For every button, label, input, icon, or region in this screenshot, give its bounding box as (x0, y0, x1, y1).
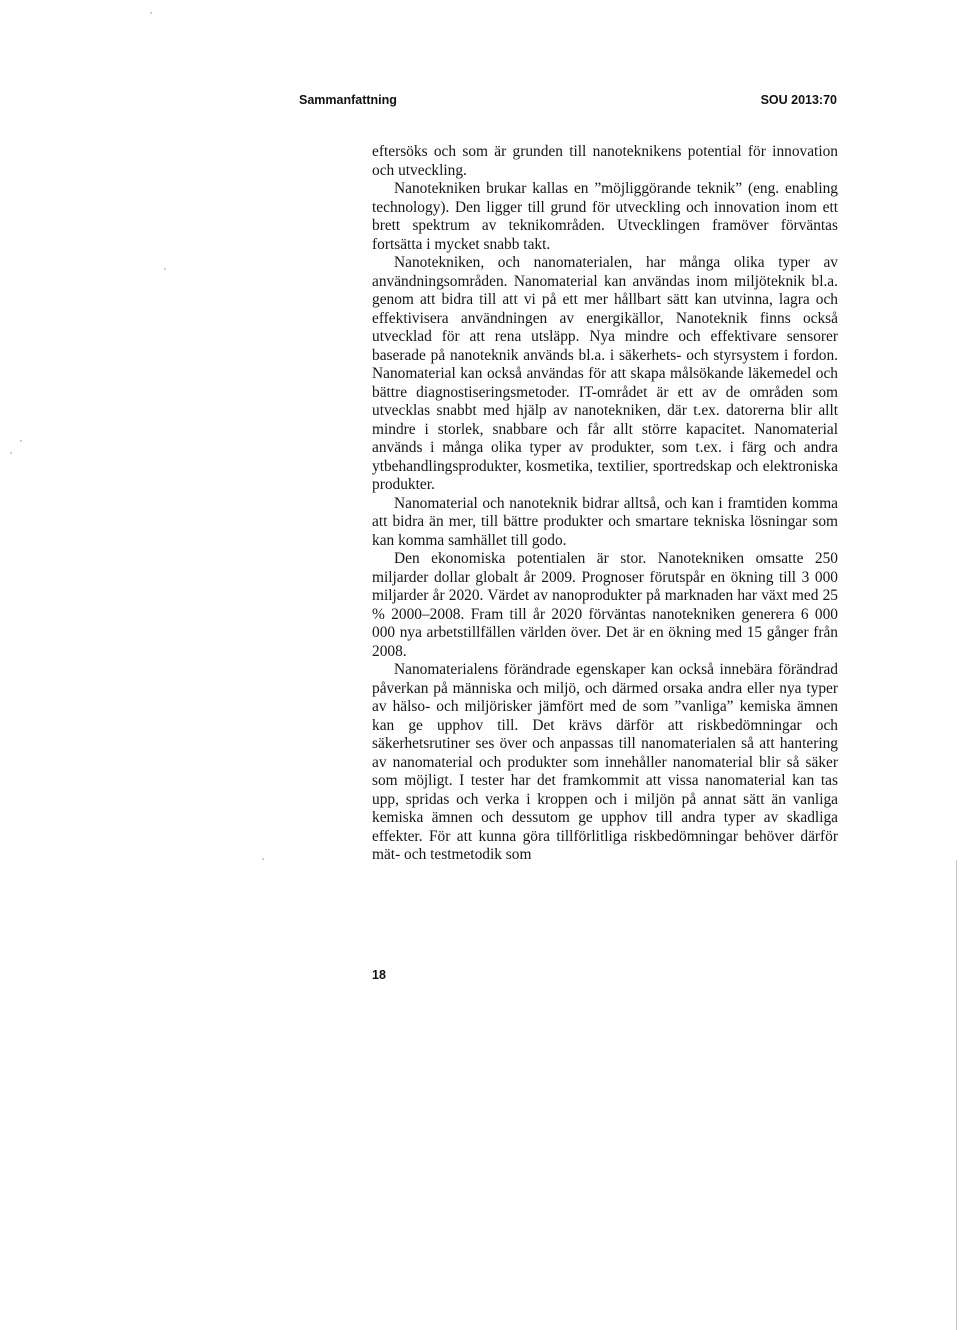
scan-speck (150, 12, 152, 14)
paragraph: Nanotekniken, och nanomaterialen, har många olika typer av användningsområden. Nanomaterial kan användas inom miljöteknik bl.a. genom att bidra till att vi på ett mer hållbart sätt kan utvinna, lagra och effektivisera användningen av energikällor, Nanoteknik finns också utvecklad för att rena utsläpp. Nya mindre och effektivare sensorer baserade på nanoteknik används bl.a. i säkerhets- och styrsystem i fordon. Nanomaterial kan också användas för att skapa målsökande läkemedel och bättre diagnostiseringsmetoder. IT-området är ett av de områden som utvecklas snabbt med hjälp av nanotekniken, där t.ex. datorerna blir allt mindre i storlek, snabbare och får allt större kapacitet. Nanomaterial används i många olika typer av produkter, som t.ex. i färg och andra ytbehandlingsprodukter, kosmetika, textilier, sportredskap och elektroniska produkter. (372, 254, 838, 493)
paragraph: Den ekonomiska potentialen är stor. Nanotekniken omsatte 250 miljarder dollar globalt år 2009. Prognoser förutspår en ökning till 3 000 miljarder år 2020. Värdet av nanoprodukter på marknaden har växt med 25 % 2000–2008. Fram till år 2020 förväntas nanotekniken generera 6 000 000 nya arbetstillfällen världen över. Det är en ökning med 15 gånger från 2008. (372, 550, 838, 660)
scan-speck (20, 440, 22, 442)
scan-speck (262, 858, 264, 860)
scan-speck (10, 452, 12, 454)
scan-speck (164, 268, 166, 270)
paragraph: Nanotekniken brukar kallas en ”möjliggörande teknik” (eng. enabling technology). Den ligger till grund för utveckling och innovation inom ett brett spektrum av teknikområden. Utvecklingen framöver förväntas fortsätta i mycket snabb takt. (372, 180, 838, 253)
body-text (372, 143, 838, 865)
paragraph: Nanomaterialens förändrade egenskaper kan också innebära förändrad påverkan på människa och miljö, och därmed orsaka andra eller nya typer av hälso- och miljörisker jämfört med de som ”vanliga” kemiska ämnen kan ge upphov till. Det krävs därför att riskbedömningar och säkerhetsrutiner ses över och anpassas till nanomaterialen så att hantering av nanomaterial och produkter som innehåller nanomaterial blir så säker som möjligt. I tester har det framkommit att vissa nanomaterial kan tas upp, spridas och verka i kroppen och i miljön på annat sätt än vanliga kemiska ämnen och dessutom ge upphov till andra typer av skadliga effekter. För att kunna göra tillförlitliga riskbedömningar behöver därför mät- och testmetodik som (372, 661, 838, 863)
page-number: 18 (372, 968, 386, 982)
scan-edge-line (956, 860, 957, 1330)
running-header-section: Sammanfattning (299, 93, 397, 107)
paragraph: Nanomaterial och nanoteknik bidrar alltså, och kan i framtiden komma att bidra än mer, till bättre produkter och smartare tekniska lösningar som kan komma samhället till godo. (372, 494, 838, 549)
paragraph-continuation: eftersöks och som är grunden till nanoteknikens potential för innovation och utveckling. (372, 143, 838, 179)
running-header-reference: SOU 2013:70 (760, 93, 837, 107)
